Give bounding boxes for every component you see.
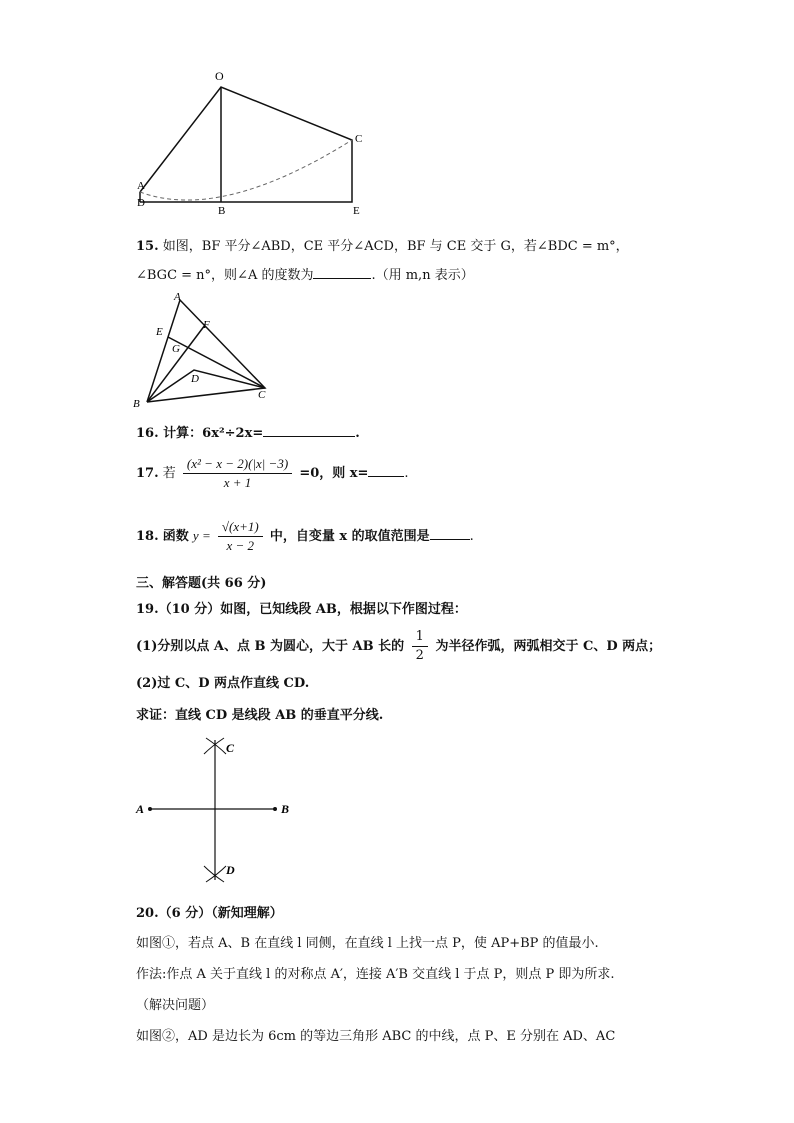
q20-line1: 如图①，若点 A、B 在直线 l 同侧，在直线 l 上找一点 P，使 AP+BP 的值最小. (136, 936, 599, 951)
q17-denominator: x + 1 (223, 475, 252, 490)
q19-half-fraction (412, 628, 428, 665)
swing-outline (140, 87, 352, 202)
swing-arc (140, 140, 352, 200)
q16-number: 16. (136, 426, 159, 441)
q18-tail: . (469, 529, 474, 544)
label-o: O (215, 69, 224, 83)
q19-step1-pre: (1)分别以点 A、点 B 为圆心，大于 AB 长的 (136, 639, 405, 654)
q19-frac-den: 2 (415, 648, 424, 663)
q17-fraction (183, 455, 292, 492)
q19-intro: 19.（10 分）如图，已知线段 AB，根据以下作图过程： (136, 602, 467, 617)
q18-denominator: x − 2 (226, 538, 255, 553)
q15-bisector-ce (168, 337, 265, 388)
q19-arc-c-right (204, 738, 224, 754)
q18-fraction (218, 518, 263, 555)
q17-post: =0，则 x= (299, 466, 369, 481)
q17-numerator: (x² − x − 2)(|x| −3) (183, 455, 292, 474)
q15-inner-bd-dc (147, 370, 265, 402)
q19-arc-d-right (204, 866, 224, 882)
q15-answer-blank[interactable] (313, 266, 371, 279)
label-a: A (137, 180, 145, 192)
q19-frac-num: 1 (412, 628, 428, 647)
label-e: E (353, 205, 360, 217)
q18-answer-blank[interactable] (430, 527, 470, 540)
label-c: C (355, 133, 363, 145)
q19-step2: (2)过 C、D 两点作直线 CD. (136, 676, 310, 691)
q17-pre: 若 (162, 466, 176, 481)
q17-number: 17. (136, 466, 159, 481)
q18-number: 18. (136, 529, 159, 544)
q18-y-eq: y = (192, 528, 211, 543)
q18-post: 中，自变量 x 的取值范围是 (269, 529, 430, 544)
q15-number: 15. (136, 239, 159, 254)
q18 (136, 518, 474, 555)
q16-text: 计算：6x²÷2x= (163, 426, 264, 441)
q15-label-e: E (156, 326, 163, 338)
q15-text-line2-pre: ∠BGC = n°，则∠A 的度数为 (136, 268, 314, 283)
q17-answer-blank[interactable] (368, 464, 404, 477)
q15-label-a: A (174, 291, 181, 303)
q18-pre: 函数 (162, 529, 189, 544)
q15-label-c: C (258, 389, 266, 401)
q15-text-line2-post: .（用 m,n 表示） (371, 268, 474, 283)
q20-line2: 作法:作点 A 关于直线 l 的对称点 A′，连接 A′B 交直线 l 于点 P，则点 P 即为所求. (136, 967, 615, 982)
q15-label-b: B (133, 398, 140, 410)
q16-answer-blank[interactable] (263, 424, 355, 437)
q19-label-d: D (226, 863, 235, 877)
q15-line2 (136, 264, 474, 283)
q19-label-a: A (136, 802, 145, 816)
q16-tail: . (355, 426, 360, 441)
label-d: D (137, 197, 145, 209)
q15-text-line1: 如图，BF 平分∠ABD，CE 平分∠ACD，BF 与 CE 交于 G，若∠BDC = m°， (162, 239, 629, 254)
q19-step1-post: 为半径作弧，两弧相交于 C、D 两点； (435, 639, 662, 654)
q19-arc-d-left (206, 866, 226, 882)
figure-q19 (130, 732, 310, 887)
q16 (136, 422, 360, 441)
q20-intro: 20.（6 分）（新知理解） (136, 906, 283, 921)
q19-label-c: C (226, 741, 235, 755)
section3-title: 三、解答题(共 66 分) (136, 576, 267, 591)
q18-numerator: √(x+1) (218, 518, 263, 537)
q19-label-b: B (281, 802, 290, 816)
q19-point-a (148, 807, 152, 811)
q20-line4: 如图②，AD 是边长为 6cm 的等边三角形 ABC 的中线，点 P、E 分别在 AD、AC (136, 1029, 616, 1044)
q15-label-d: D (191, 373, 199, 385)
q17 (136, 455, 409, 492)
figure-swing (125, 62, 375, 222)
q19-step1 (136, 628, 661, 665)
figure-q15 (128, 290, 278, 410)
q19-prove: 求证：直线 CD 是线段 AB 的垂直平分线. (136, 708, 384, 723)
q15-line1 (136, 235, 629, 254)
q20-line3: （解决问题） (136, 998, 215, 1013)
q15-triangle (147, 300, 265, 402)
q15-label-f: F (203, 319, 210, 331)
label-b: B (218, 205, 226, 217)
q19-point-b (273, 807, 277, 811)
q15-label-g: G (172, 343, 180, 355)
q17-tail: . (404, 466, 409, 481)
q19-arc-c-left (206, 738, 226, 754)
